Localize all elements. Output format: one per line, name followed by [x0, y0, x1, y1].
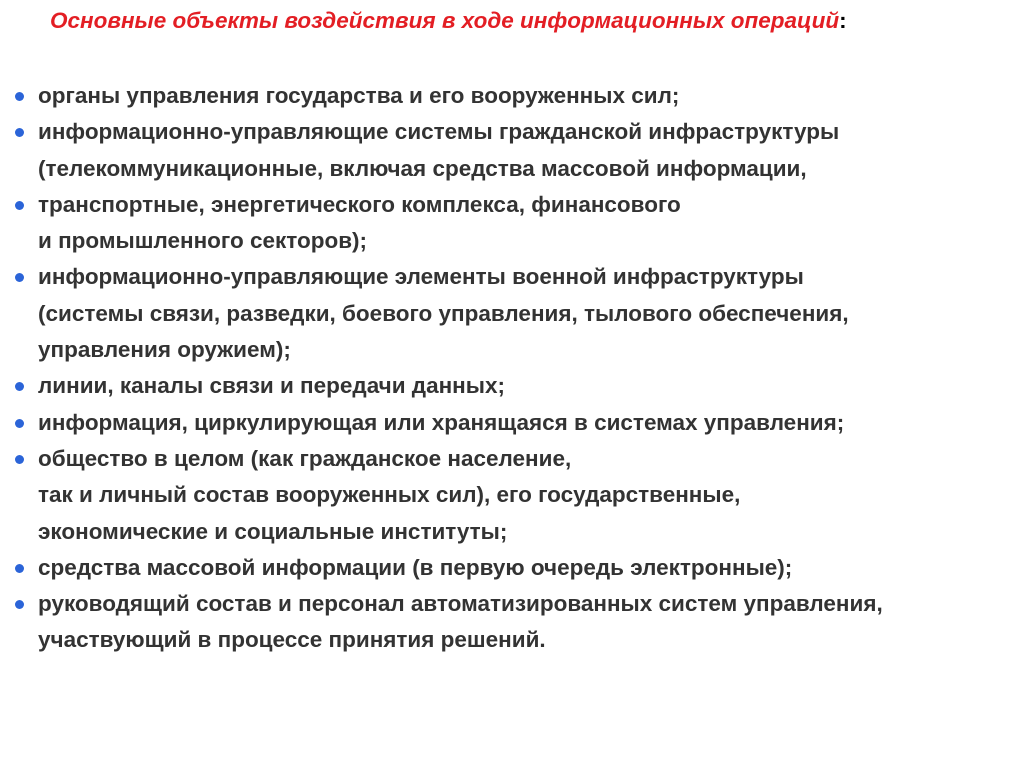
list-item-text: информация, циркулирующая или хранящаяся в системах управления; [38, 409, 845, 435]
list-item-text: участвующий в процессе принятия решений. [38, 627, 546, 653]
list-item-text: органы управления государства и его вооруженных сил; [38, 83, 680, 108]
list-item-continuation [0, 151, 883, 187]
slide-title [50, 8, 847, 34]
list-item-text: общество в целом (как гражданское население, [38, 445, 572, 471]
list-item-text: экономические и социальные институты; [38, 518, 508, 544]
bullet-icon [15, 382, 24, 391]
list-item-text: и промышленного секторов); [38, 228, 368, 254]
list-item [0, 441, 883, 477]
list-item-text: управления оружием); [38, 337, 291, 363]
list-item [0, 78, 883, 114]
list-item-text: (телекоммуникационные, включая средства массовой информации, [38, 155, 807, 181]
list-item-continuation [0, 296, 883, 332]
bullet-icon [15, 92, 24, 101]
list-item [0, 114, 883, 150]
list-item-continuation [0, 622, 883, 658]
bullet-icon [15, 564, 24, 573]
bullet-icon [15, 600, 24, 609]
list-item-text: информационно-управляющие элементы военной инфраструктуры [38, 264, 804, 290]
list-item-continuation [0, 514, 883, 550]
list-item [0, 368, 883, 404]
list-item-text: (системы связи, разведки, боевого управления, тылового обеспечения, [38, 300, 849, 326]
objects-list [0, 78, 883, 659]
slide-title-text: Основные объекты воздействия в ходе информационных операций [50, 8, 840, 33]
bullet-icon [15, 419, 24, 428]
bullet-icon [15, 455, 24, 464]
bullet-icon [15, 128, 24, 137]
list-item-text: руководящий состав и персонал автоматизированных систем управления, [38, 591, 883, 617]
list-item-text: транспортные, энергетического комплекса, финансового [38, 191, 681, 217]
list-item-text: информационно-управляющие системы гражданской инфраструктуры [38, 119, 840, 145]
bullet-icon [15, 273, 24, 282]
list-item-continuation [0, 223, 883, 259]
slide-title-colon: : [839, 8, 847, 33]
list-item [0, 405, 883, 441]
bullet-icon [15, 201, 24, 210]
list-item [0, 187, 883, 223]
list-item [0, 586, 883, 622]
list-item-text: так и личный состав вооруженных сил), его государственные, [38, 482, 741, 508]
list-item-continuation [0, 332, 883, 368]
list-item [0, 259, 883, 295]
list-item-text: линии, каналы связи и передачи данных; [38, 373, 505, 399]
list-item-continuation [0, 477, 883, 513]
list-item [0, 550, 883, 586]
list-item-text: средства массовой информации (в первую очередь электронные); [38, 554, 793, 580]
